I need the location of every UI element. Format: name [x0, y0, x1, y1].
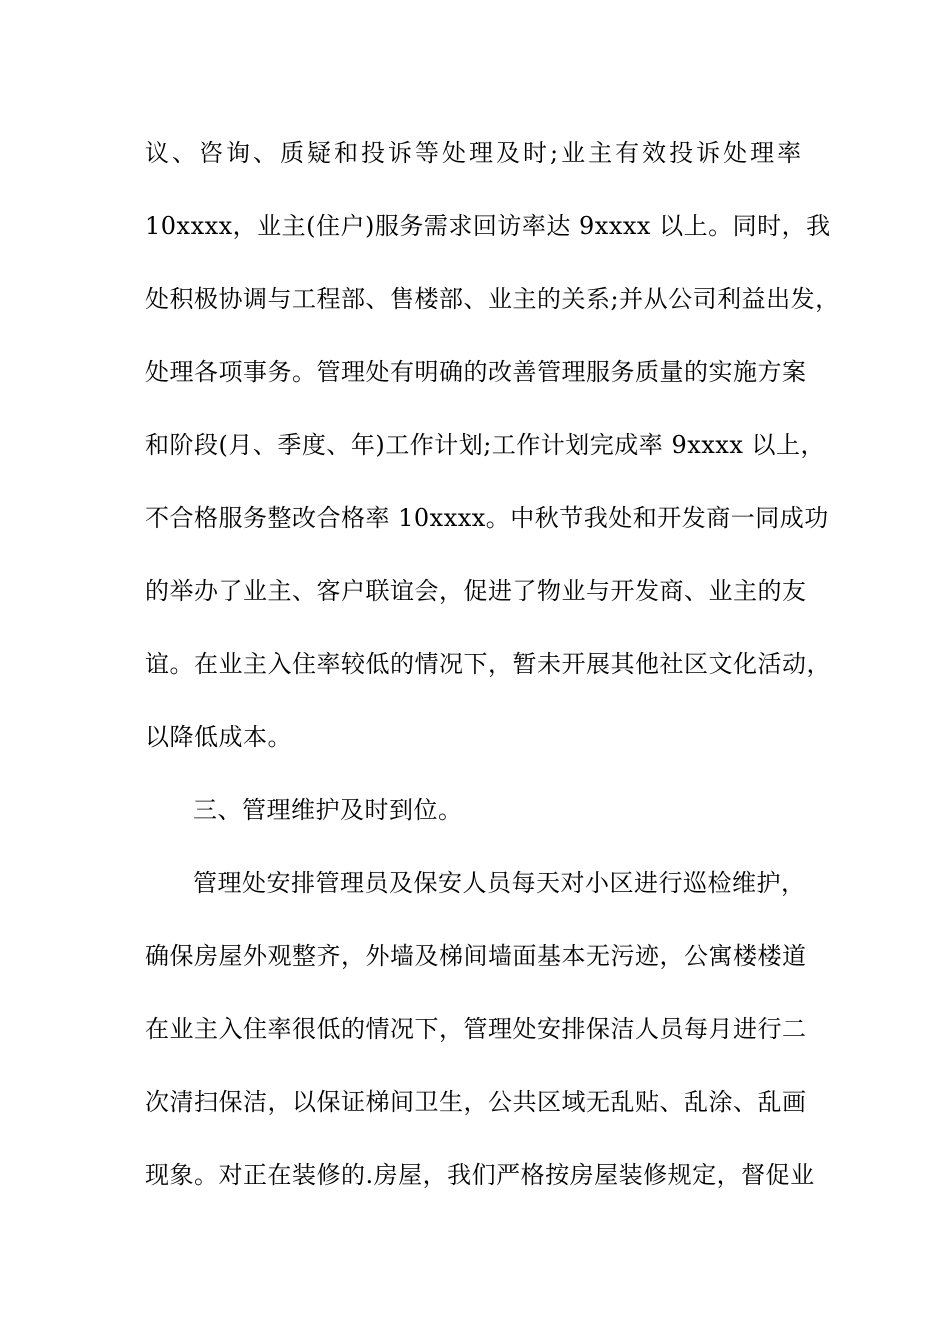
paragraph-line-13: 次清扫保洁，以保证梯间卫生，公共区域无乱贴、乱涂、乱画 — [145, 1088, 807, 1116]
paragraph-line-10: 管理处安排管理员及保安人员每天对小区进行巡检维护， — [193, 869, 806, 897]
paragraph-line-12: 在业主入住率很低的情况下，管理处安排保洁人员每月进行二 — [145, 1015, 807, 1043]
paragraph-line-6: 不合格服务整改合格率 10xxxx。中秋节我处和开发商一同成功 — [145, 504, 829, 532]
paragraph-line-2: 10xxxx，业主(住户)服务需求回访率达 9xxxx 以上。同时，我 — [145, 212, 831, 240]
paragraph-line-5: 和阶段(月、季度、年)工作计划;工作计划完成率 9xxxx 以上， — [145, 431, 825, 459]
paragraph-line-9: 以降低成本。 — [145, 723, 292, 751]
paragraph-line-8: 谊。在业主入住率较低的情况下，暂未开展其他社区文化活动， — [145, 650, 831, 678]
paragraph-line-3: 处积极协调与工程部、售楼部、业主的关系;并从公司利益出发， — [145, 285, 840, 313]
paragraph-line-11: 确保房屋外观整齐，外墙及梯间墙面基本无污迹，公寓楼楼道 — [145, 942, 807, 970]
section-heading: 三、管理维护及时到位。 — [193, 796, 463, 824]
paragraph-line-4: 处理各项事务。管理处有明确的改善管理服务质量的实施方案 — [145, 358, 807, 386]
paragraph-line-14: 现象。对正在装修的.房屋，我们严格按房屋装修规定，督促业 — [145, 1161, 815, 1189]
paragraph-line-1: 议、咨询、质疑和投诉等处理及时;业主有效投诉处理率 — [145, 139, 805, 167]
paragraph-line-7: 的举办了业主、客户联谊会，促进了物业与开发商、业主的友 — [145, 577, 807, 605]
